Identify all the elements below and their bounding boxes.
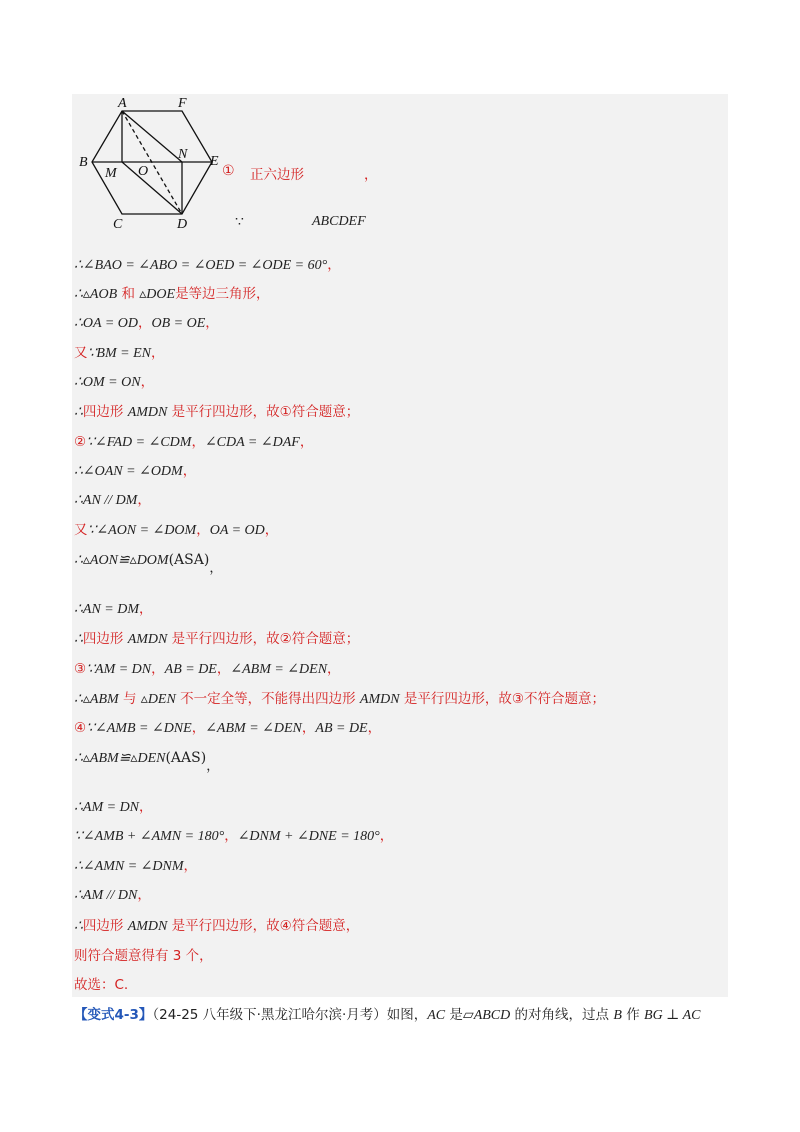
text-fragment: ， <box>191 434 205 450</box>
math-fragment: AB = DE <box>164 662 217 677</box>
math-fragment: ∠DNM + ∠DNE = 180° <box>237 829 380 844</box>
solution-line <box>74 462 196 481</box>
text-fragment: 又 <box>74 522 88 538</box>
math-fragment: ∴∠BAO = ∠ABO = ∠OED = ∠ODE = 60° <box>74 258 328 273</box>
solution-line <box>74 947 213 965</box>
text-fragment: 则符合题意得有 3 个， <box>74 948 213 964</box>
problem-text-3: 作 <box>621 1007 645 1023</box>
label-o: O <box>138 164 149 179</box>
text-fragment: ， <box>137 492 151 508</box>
solution-line <box>74 798 153 817</box>
text-fragment: ， <box>183 858 197 874</box>
text-fragment: ， <box>137 887 151 903</box>
hexagon-figure <box>76 94 236 234</box>
intro-because-symbol: ∵ <box>235 214 244 230</box>
intro-hexagon-name: ABCDEF <box>312 214 366 229</box>
text-fragment: ③ <box>74 661 87 677</box>
problem-point-b: B <box>613 1008 622 1023</box>
text-fragment: ② <box>74 434 87 450</box>
solution-line <box>74 403 359 422</box>
label-m: M <box>105 166 117 181</box>
math-fragment: ∠ABM = ∠DEN <box>205 721 302 736</box>
math-fragment: AMDN <box>127 405 168 420</box>
solution-line <box>74 917 359 936</box>
solution-line <box>74 690 605 709</box>
text-fragment: ， <box>191 720 206 736</box>
solution-line <box>74 976 128 994</box>
math-fragment: ∴OM = ON <box>74 375 141 390</box>
text-fragment: ， <box>379 828 394 844</box>
text-fragment: ④ <box>74 720 87 736</box>
solution-line <box>74 314 219 333</box>
math-fragment: ∵AM = DN <box>86 662 152 677</box>
label-n: N <box>178 147 188 162</box>
symbol-fragment: ， <box>206 759 220 774</box>
segment-md <box>122 162 182 214</box>
solution-line <box>74 886 151 905</box>
label-d: D <box>177 217 188 232</box>
text-fragment: ， <box>139 601 153 617</box>
solution-line <box>74 630 359 649</box>
solution-line <box>74 551 223 576</box>
math-fragment: ∴▵ABM≌▵DEN <box>74 751 166 766</box>
math-fragment: ∵∠FAD = ∠CDM <box>86 435 192 450</box>
symbol-fragment: (AAS) <box>165 750 207 766</box>
text-fragment: 又 <box>74 345 88 361</box>
problem-text-1: 是 <box>445 1007 463 1023</box>
problem-ac: AC <box>427 1008 446 1023</box>
math-fragment: ∴AN // DM <box>74 493 138 508</box>
solution-line <box>74 285 270 304</box>
intro-comma: ， <box>364 167 378 183</box>
label-b: B <box>79 155 88 170</box>
text-fragment: ， <box>150 345 165 361</box>
text-fragment: ， <box>224 828 238 844</box>
solution-line <box>74 749 220 774</box>
text-fragment: 四边形 <box>82 404 128 420</box>
text-fragment: ， <box>151 661 165 677</box>
math-fragment: AB = DE <box>315 721 368 736</box>
solution-line <box>74 600 153 619</box>
math-fragment: AMDN <box>127 919 168 934</box>
solution-line <box>74 827 393 846</box>
text-fragment: ， <box>264 522 279 538</box>
math-fragment: AMDN <box>127 632 168 647</box>
solution-line <box>74 256 341 275</box>
math-fragment: ▵DEN <box>140 692 176 707</box>
math-fragment: OA = OD <box>209 523 265 538</box>
solution-line <box>74 344 164 363</box>
intro-regular-hexagon: 正六边形 <box>250 167 304 183</box>
text-fragment: ， <box>140 374 155 390</box>
label-e: E <box>210 154 219 169</box>
math-fragment: ∴▵AON≌▵DOM <box>74 553 169 568</box>
math-fragment: ∵∠AMB + ∠AMN = 180° <box>74 829 225 844</box>
text-fragment: 不一定全等，不能得出四边形 <box>175 691 360 707</box>
text-fragment: 和 <box>117 286 140 302</box>
text-fragment: ， <box>139 799 153 815</box>
math-fragment: OB = OE <box>151 316 206 331</box>
math-fragment: ∴AM // DN <box>74 888 138 903</box>
variant-tag: 【变式4-3】 <box>74 1007 153 1023</box>
label-f: F <box>178 96 187 111</box>
label-a: A <box>118 96 127 111</box>
text-fragment: 是平行四边形，故④符合题意， <box>167 918 360 934</box>
text-fragment: ， <box>301 720 316 736</box>
text-fragment: 是平行四边形，故①符合题意； <box>167 404 360 420</box>
math-fragment: ∵∠AMB = ∠DNE <box>86 721 192 736</box>
math-fragment: ∴▵AOB <box>74 287 118 302</box>
next-problem-line <box>74 1006 700 1025</box>
symbol-fragment: ， <box>209 561 223 576</box>
text-fragment: ， <box>367 720 382 736</box>
math-fragment: ∴∠AMN = ∠DNM <box>74 859 184 874</box>
text-fragment: ， <box>216 661 231 677</box>
solution-line <box>74 373 154 392</box>
symbol-fragment: (ASA) <box>168 552 210 568</box>
text-fragment: ， <box>196 522 210 538</box>
math-fragment: ∴AN = DM <box>74 602 140 617</box>
solution-line <box>74 521 278 540</box>
problem-text-2: 的对角线，过点 <box>510 1007 614 1023</box>
text-fragment: ， <box>182 463 197 479</box>
math-fragment: ∴∠OAN = ∠ODM <box>74 464 183 479</box>
label-c: C <box>113 217 123 232</box>
text-fragment: ， <box>327 661 341 677</box>
math-fragment: ∵∠AON = ∠DOM <box>87 523 197 538</box>
math-fragment: ∴OA = OD <box>74 316 138 331</box>
problem-parallelogram: ▱ABCD <box>462 1008 511 1023</box>
math-fragment: ▵DOE <box>139 287 176 302</box>
solution-line <box>74 660 341 679</box>
segment-an <box>122 111 182 162</box>
math-fragment: ∠ABM = ∠DEN <box>230 662 328 677</box>
math-fragment: ∴▵ABM <box>74 692 119 707</box>
math-fragment: ∴ <box>74 632 83 647</box>
intro-number: ① <box>222 163 235 179</box>
problem-perpendicular: BG ⊥ AC <box>644 1008 701 1023</box>
solution-line <box>74 719 381 738</box>
math-fragment: ∵BM = EN <box>87 346 151 361</box>
solution-line <box>74 491 151 510</box>
math-fragment: ∠CDA = ∠DAF <box>204 435 300 450</box>
solution-line <box>74 857 197 876</box>
text-fragment: 是平行四边形，故②符合题意； <box>167 631 360 647</box>
solution-line <box>74 433 313 452</box>
math-fragment: ∴ <box>74 405 83 420</box>
text-fragment: 是平行四边形，故③不符合题意； <box>399 691 605 707</box>
text-fragment: 四边形 <box>82 631 128 647</box>
text-fragment: 四边形 <box>82 918 128 934</box>
math-fragment: ∴AM = DN <box>74 800 140 815</box>
text-fragment: 与 <box>118 691 141 707</box>
text-fragment: 故选：C. <box>74 977 129 993</box>
text-fragment: ， <box>205 315 219 331</box>
problem-source: （24-25 八年级下·黑龙江哈尔滨·月考）如图， <box>152 1007 428 1023</box>
text-fragment: 是等边三角形， <box>175 286 270 302</box>
text-fragment: ， <box>327 257 341 273</box>
math-fragment: ∴ <box>74 919 83 934</box>
text-fragment: ， <box>299 434 314 450</box>
text-fragment: ， <box>137 315 152 331</box>
math-fragment: AMDN <box>359 692 400 707</box>
